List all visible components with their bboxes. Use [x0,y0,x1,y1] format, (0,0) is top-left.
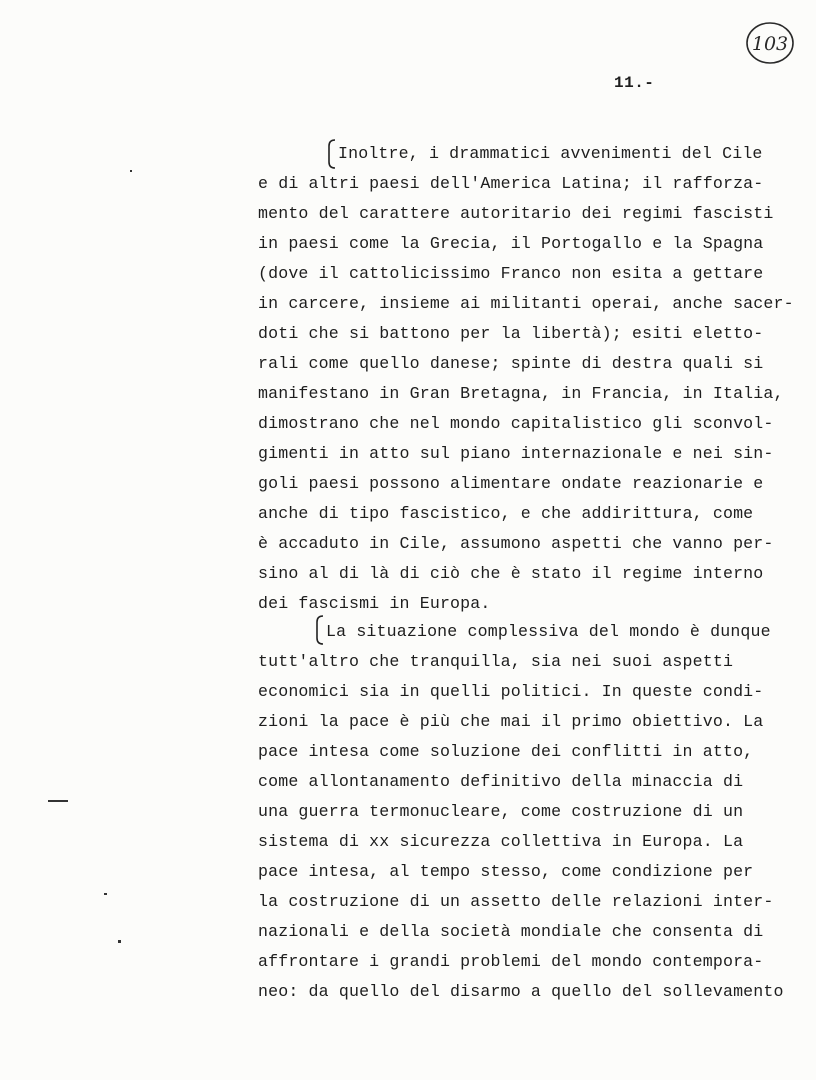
text-line: goli paesi possono alimentare ondate reazionarie e [258,474,764,493]
text-line: e di altri paesi dell'America Latina; il rafforza- [258,174,764,193]
margin-dot-mark [118,940,121,943]
text-line: anche di tipo fascistico, e che addirittura, come [258,504,754,523]
text-line: è accaduto in Cile, assumono aspetti che vanno per- [258,534,774,553]
text-line: pace intesa come soluzione dei conflitti in atto, [258,742,754,761]
text-line: mento del carattere autoritario dei regimi fascisti [258,204,774,223]
text-line: affrontare i grandi problemi del mondo contempora- [258,952,764,971]
text-line: La situazione complessiva del mondo è dunque [326,622,771,641]
text-line: dimostrano che nel mondo capitalistico gli sconvol- [258,414,774,433]
page-number: 11.- [614,74,655,92]
paragraph-bracket-mark [314,614,324,646]
text-line: dei fascismi in Europa. [258,594,491,613]
text-line: sistema di xx sicurezza collettiva in Europa. La [258,832,744,851]
text-line: zioni la pace è più che mai il primo obiettivo. La [258,712,764,731]
text-line: economici sia in quelli politici. In queste condi- [258,682,764,701]
text-line: come allontanamento definitivo della minaccia di [258,772,744,791]
text-line: (dove il cattolicissimo Franco non esita a gettare [258,264,764,283]
margin-dot-mark [130,170,132,172]
paragraph-bracket-mark [326,138,336,170]
text-line: nazionali e della società mondiale che consenta di [258,922,764,941]
text-line: neo: da quello del disarmo a quello del sollevamento [258,982,784,1001]
text-line: in carcere, insieme ai militanti operai, anche sacer- [258,294,794,313]
text-line: sino al di là di ciò che è stato il regime interno [258,564,764,583]
archive-number-text: 103 [751,33,789,55]
text-line: Inoltre, i drammatici avvenimenti del Cile [338,144,763,163]
text-line: una guerra termonucleare, come costruzione di un [258,802,744,821]
text-line: la costruzione di un assetto delle relazioni inter- [258,892,774,911]
margin-dash-mark [48,800,68,802]
archive-number-stamp [745,20,795,66]
text-line: in paesi come la Grecia, il Portogallo e la Spagna [258,234,764,253]
text-line: manifestano in Gran Bretagna, in Francia, in Italia, [258,384,784,403]
margin-dot-mark [104,893,107,895]
text-line: tutt'altro che tranquilla, sia nei suoi aspetti [258,652,734,671]
text-line: rali come quello danese; spinte di destra quali si [258,354,764,373]
text-line: doti che si battono per la libertà); esiti eletto- [258,324,764,343]
text-line: pace intesa, al tempo stesso, come condizione per [258,862,754,881]
text-line: gimenti in atto sul piano internazionale e nei sin- [258,444,774,463]
